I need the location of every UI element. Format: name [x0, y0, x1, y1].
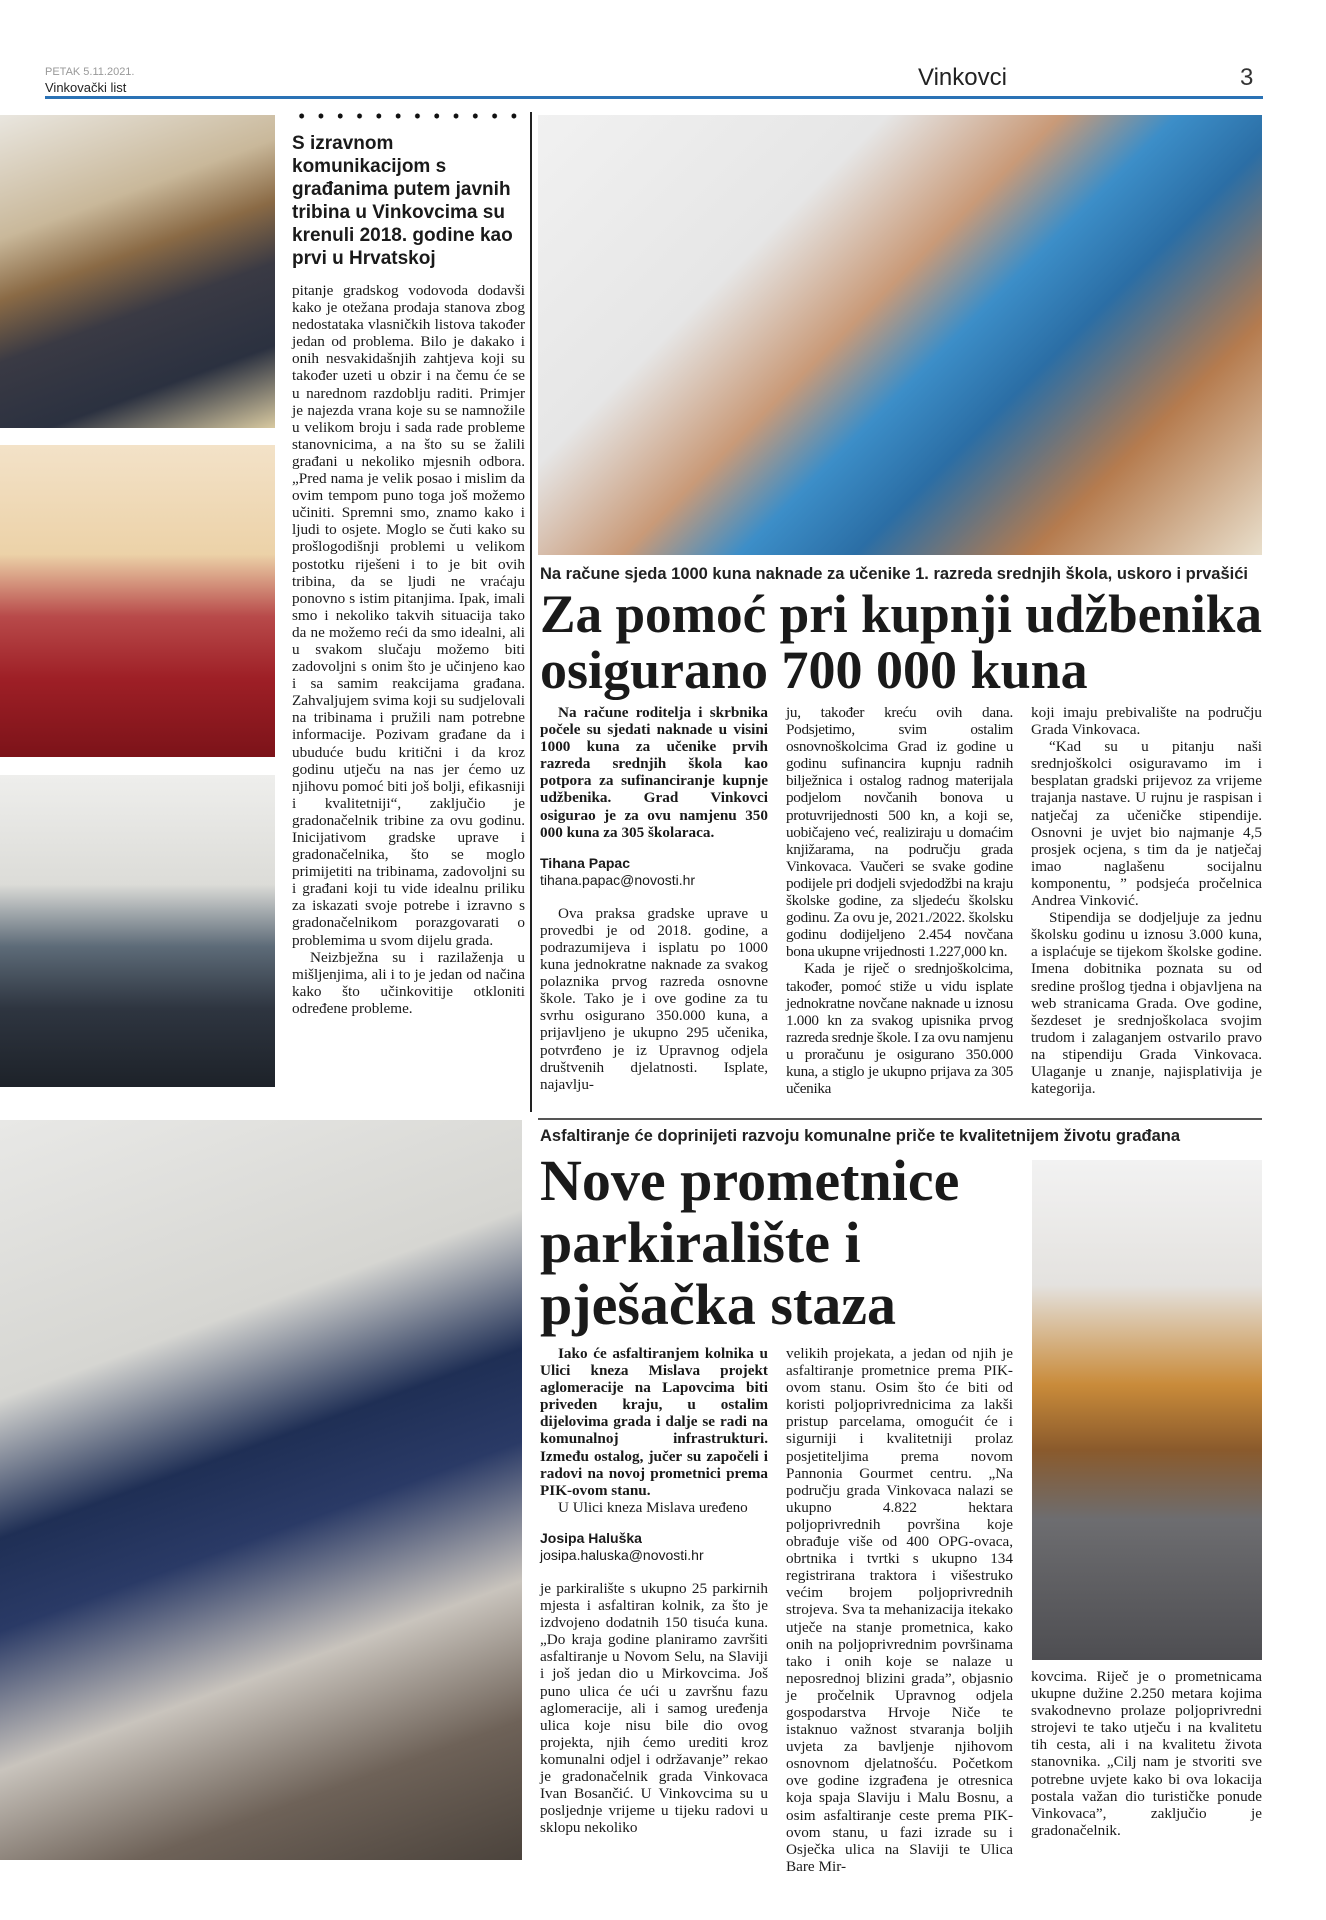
article1-kicker: Na račune sjeda 1000 kuna naknade za učenike 1. razreda srednjih škola, uskoro i prvašići	[540, 565, 1248, 583]
dotted-divider	[292, 112, 524, 120]
paragraph: Neizbježna su i razilaženja u mišljenjima, ali i to je jedan od načina kako što učinkovitije otkloniti određene probleme.	[292, 948, 525, 1017]
sidebar-heading: S izravnom komunikacijom s građanima putem javnih tribina u Vinkovcima su krenuli 2018. godine kao prvi u Hrvatskoj	[292, 133, 513, 269]
article2-kicker: Asfaltiranje će doprinijeti razvoju komunalne priče te kvalitetnijem životu građana	[540, 1127, 1181, 1145]
paragraph: U Ulici kneza Mislava uređeno	[558, 1498, 748, 1516]
photo-hall-meeting	[0, 775, 275, 1087]
article2-headline	[540, 1150, 1025, 1336]
header-rule	[45, 96, 1263, 99]
article2-column-3	[1031, 1668, 1262, 1839]
article1-byline	[540, 855, 768, 889]
article1-column-1	[540, 704, 768, 1093]
article2-column-1	[540, 1345, 768, 1836]
article1-column-3	[1031, 704, 1262, 1097]
paragraph: Kada je riječ o srednjoškolcima, također, pomoć stiže u vidu isplate jednokratne novčane naknade u iznosu 1.000 kn za svakog upisnika prvog razreda srednje škole. I za ovu namjenu u proračunu je osigurano 350.000 kuna, a stiglo je ukupno prijava za 305 učenika	[786, 960, 1013, 1098]
article1-column-2	[786, 704, 1013, 1097]
page-number: 3	[1240, 64, 1254, 91]
column-divider	[530, 112, 532, 1112]
article1-header	[540, 565, 1262, 698]
author-email[interactable]: tihana.papac@novosti.hr	[540, 871, 696, 888]
section-title: Vinkovci	[918, 64, 1007, 91]
sidebar	[292, 132, 525, 1017]
headline-line: pješačka staza	[540, 1272, 897, 1337]
paragraph: kovcima. Riječ je o prometnicama ukupne dužine 2.250 metara kojima svakodnevno prolaze poljoprivredni strojevi te tako utječu i na kvalitetu tih cesta, ali i na kvalitetu života stanovnika. „Cilj nam je stvoriti sve potrebne uvjete kako bi ova lokacija postala važan dio turističke ponude Vinkovaca”, zaključio je gradonačelnik.	[1031, 1668, 1262, 1839]
newspaper-name: Vinkovački list	[45, 80, 127, 95]
headline-line: parkiralište i	[540, 1210, 861, 1275]
headline-line: Nove prometnice	[540, 1148, 960, 1213]
photo-classroom-raised-hands	[538, 115, 1262, 555]
author-name: Tihana Papac	[540, 854, 631, 871]
paragraph: Stipendija se dodjeljuje za jednu školsku godinu u iznosu 3.000 kuna, a isplaćuje se tijekom školske godine. Imena dobitnika poznata su od sredine prošlog tjedna i objavljena na web stranicama Grada. Ove godine, šezdeset je srednjoškolaca svojim trudom i zalaganjem ostvarilo pravo na stipendiju Grada Vinkovaca. Ulaganje u znanje, najisplativija je kategorija.	[1031, 909, 1262, 1098]
headline-line: Za pomoć pri kupnji udžbenika	[540, 584, 1262, 644]
article1-lead: Na račune roditelja i skrbnika počele su sjedati naknade u visini 1000 kuna za učenike prvih razreda srednjih škola kao potpora za sufinanciranje kupnje udžbenika. Grad Vinkovci osigurao je za ovu namjenu 350 000 kuna za 305 školaraca.	[540, 704, 768, 841]
paragraph: “Kad su u pitanju naši srednjoškolci osiguravamo im i besplatan gradski prijevoz za vrijeme trajanja nastave. U rujnu je raspisan i natječaj za učeničke stipendije. Osnovni je uvjet bio najmanje 4,5 prosjek ocjena, s tim da je natječaj imao naglašenu socijalnu komponentu, ” podsjeća pročelnica Andrea Vinković.	[1031, 738, 1262, 910]
photo-public-forum-meeting	[0, 115, 275, 428]
article1-headline	[540, 586, 1262, 698]
sidebar-body	[292, 282, 525, 1017]
author-email[interactable]: josipa.haluska@novosti.hr	[540, 1546, 704, 1563]
photo-road-roller-asphalt	[1032, 1160, 1262, 1660]
paragraph: pitanje gradskog vodovoda dodavši kako je otežana prodaja stanova zbog nedostataka vlasničkih listova također jedan od problema. Bilo je dakako i onih nesvakidašnjih zahtjeva koji su također uzeti u obzir i na čemu će se u narednom razdoblju raditi. Primjer je najezda vrana koje su se namnožile u velikom broju i sada rade probleme stanovnicima, a na što su se žalili građani u nekoliko mjesnih odbora. „Pred nama je velik posao i mislim da ovim tempom puno toga još možemo učiniti. Spremni smo, znamo kako i ljudi to osjete. Moglo se čuti kako su prošlogodišnji problemi u velikom postotku riješeni i to je bit ovih tribina, da se ljudi ne vraćaju ponovno s istim pitanjima. Ipak, imali smo i nekoliko takvih situacija tako da ne možemo reći da smo idealni, ali u svakom slučaju možemo biti zadovoljni s onim što je učinjeno kao i sa samim reakcijama građana. Zahvaljujem svima koji su sudjelovali na tribinama i pružili nam potrebne informacije. Pozivam građane da i ubuduće budu kritični i da kroz godinu utječu na nas jer ćemo uz njihovu pomoć biti još bolji, efikasniji i kvalitetniji“, zaključio je gradonačelnik tribine za ovu godinu. Inicijativom gradske uprave i gradonačelnika, što se moglo primijetiti na tribinama, zadovoljni su i građani koji tu vide idealnu priliku za iskazati svoje potrebe i izravno s gradonačelnikom porazgovarati o problemima u svom dijelu grada.	[292, 282, 525, 949]
paragraph: velikih projekata, a jedan od njih je asfaltiranje prometnice prema PIK-ovom stanu. Osim što će biti od koristi poljoprivrednicima za lakši pristup parcelama, omogućit će i sigurniji i kvalitetniji prolaz posjetiteljima prema novom Pannonia Gourmet centru. „Na području grada Vinkovaca nalazi se ukupno 4.822 hektara poljoprivrednih površina koje obrađuje više od 400 OPG-ovaca, obrtnika i tvrtki s ukupno 134 registrirana traktora i višestruko većim brojem poljoprivrednih strojeva. Sva ta mehanizacija itekako utječe na stanje prometnica, kako onih na poljoprivrednim površinama tako i onih koje se nalaze u neposrednoj blizini grada”, objasnio je pročelnik Upravnog odjela gospodarstva Hrvoje Niče te istaknuo važnost stvaranja boljih uvjeta za bavljenje njihovom osnovnom djelatnošću. Početkom ove godine izgrađena je otresnica koja spaja Slaviju i Malu Bosnu, a osim asfaltiranje ceste prema PIK-ovom stanu, u fazi izrade su i Osječka ulica na Slaviji te Ulica Bare Mir-	[786, 1345, 1013, 1875]
headline-line: osigurano 700 000 kuna	[540, 640, 1088, 700]
article-divider	[538, 1118, 1262, 1120]
paragraph: Ova praksa gradske uprave u provedbi je od 2018. godine, a podrazumijeva i isplatu po 1000 kuna jednokratne naknade za svakog polaznika prvog razreda osnovne škole. Tako je i ove godine za tu svrhu osigurano 350.000 kuna, a prijavljeno je ukupno 295 učenika, potvrđeno je iz Upravnog odjela društvenih djelatnosti. Isplate, najavlju-	[540, 904, 768, 1093]
photo-mayor-at-table	[0, 1120, 522, 1860]
photo-auditorium-red-seats	[0, 445, 275, 757]
article2-lead: Iako će asfaltiranjem kolnika u Ulici kneza Mislava projekt aglomeracije na Lapovcima biti priveden kraju, u ostalim dijelovima grada i dalje se radi na komunalnoj infrastrukturi. Između ostalog, jučer su započeli i radovi na novoj prometnici prema PIK-ovom stanu.	[540, 1345, 768, 1499]
paragraph: koji imaju prebivalište na području Grada Vinkovaca.	[1031, 704, 1262, 739]
article2-column-2	[786, 1345, 1013, 1875]
author-name: Josipa Haluška	[540, 1529, 642, 1546]
issue-date: PETAK 5.11.2021.	[45, 66, 135, 78]
paragraph: je parkiralište s ukupno 25 parkirnih mjesta i asfaltiran kolnik, za što je izdvojeno dodatnih 150 tisuća kuna. „Do kraja godine planiramo završiti asfaltiranje u Novom Selu, na Slaviji i još jedan dio u Mirkovcima. Još puno ulica će ući u završnu fazu aglomeracije, ali i samog uređenja ulica koje nisu bile dio ovog projekta, njih ćemo urediti kroz komunalni odjel i održavanje” rekao je gradonačelnik grada Vinkovaca Ivan Bosančić. U Vinkovcima su u posljednje vrijeme u tijeku radovi u sklopu nekoliko	[540, 1579, 768, 1837]
paragraph: ju, također kreću ovih dana. Podsjetimo, svim ostalim osnovnoškolcima Grad iz godine u godinu sufinancira kupnju radnih bilježnica i ostalog radnog materijala podjelom novčanih bonova u protuvrijednosti 500 kn, a koji se, uobičajeno već, realiziraju u domaćim knjižarama, na području grada Vinkovaca. Vaučeri se svake godine podijele pri dodjeli svjedodžbi na kraju školske godine, za sljedeću školsku godinu. Za ovu je, 2021./2022. školsku godinu dodijeljeno 2.454 novčana bona ukupne vrijednosti 1.227,000 kn.	[786, 704, 1013, 961]
article2-byline	[540, 1530, 768, 1564]
